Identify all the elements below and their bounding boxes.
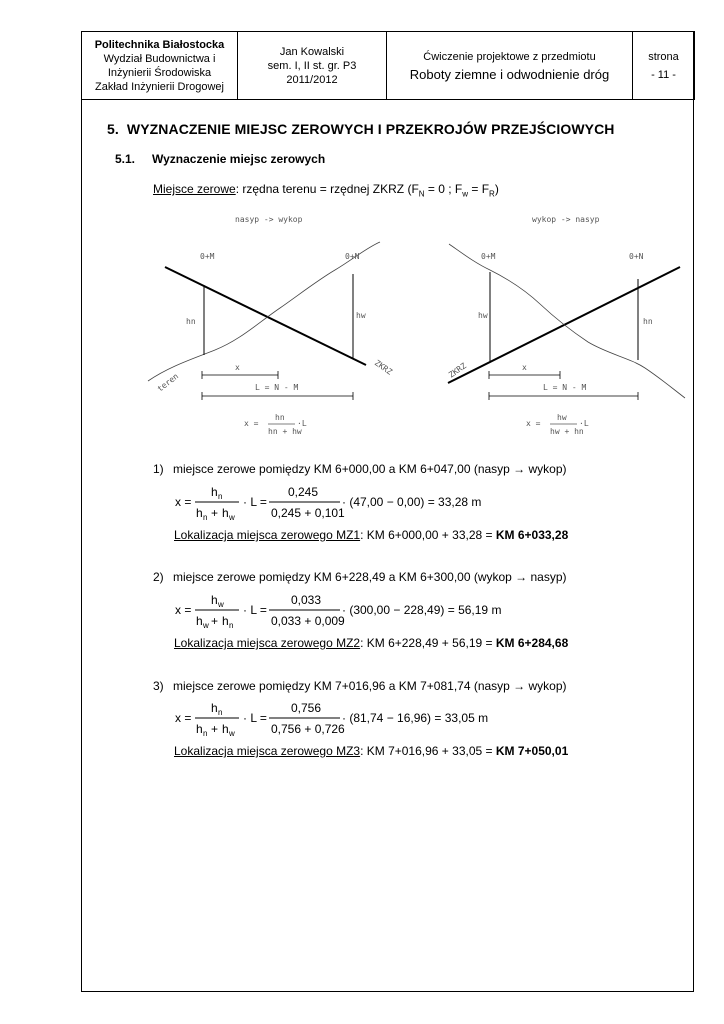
location-value: KM 6+033,28 (495, 528, 569, 542)
definition-sub-w: w (462, 189, 469, 199)
right-label-m: 0+M (481, 252, 496, 261)
formula-svg (175, 482, 505, 522)
item-text: miejsce zerowe pomiędzy KM 7+016,96 a KM 7+081,74 (nasyp → wykop) (173, 679, 567, 693)
svg-text:+: + (211, 722, 219, 736)
frac-den-a-sub: n (203, 513, 208, 522)
frac-num-sub: n (218, 708, 223, 717)
institution-cell (82, 32, 238, 100)
zero-point-diagram (140, 208, 700, 448)
left-h-left: hn (186, 317, 196, 326)
formula-L: · L = (243, 495, 267, 509)
institution-name: Politechnika Białostocka (94, 38, 225, 51)
subsection-number: 5.1. (115, 152, 136, 166)
location-label: Lokalizacja miejsca zerowego MZ3 (174, 744, 361, 758)
left-eq-rhs: ·L (297, 419, 307, 428)
section-heading (107, 121, 615, 137)
formula-svg (175, 698, 505, 738)
location-text: : KM 6+000,00 + 33,28 = (360, 528, 496, 542)
item-text: miejsce zerowe pomiędzy KM 6+000,00 a KM 6+047,00 (nasyp → wykop) (173, 462, 567, 476)
frac-den-a: h (196, 506, 203, 520)
right-h-left: hw (478, 311, 488, 320)
item-text: miejsce zerowe pomiędzy KM 6+228,49 a KM 6+300,00 (wykop → nasyp) (173, 570, 567, 584)
location-value: KM 6+284,68 (495, 636, 569, 650)
value-num: 0,033 (291, 593, 322, 607)
formula-3 (175, 698, 505, 741)
faculty-line-2: Inżynierii Środowiska (107, 66, 212, 79)
left-x-label: x (235, 363, 240, 372)
formula-svg (175, 590, 505, 630)
document-header (81, 31, 695, 100)
formula-x: x = (175, 711, 192, 725)
svg-text:+: + (211, 614, 219, 628)
frac-den-b-sub: n (229, 621, 234, 630)
author-name: Jan Kowalski (279, 45, 345, 58)
page-cell (633, 32, 695, 100)
item-number: 3) (153, 679, 164, 693)
frac-num-h: h (211, 485, 218, 499)
zero-point-definition (153, 182, 499, 198)
frac-den-b: h (222, 506, 229, 520)
definition-end: ) (494, 182, 499, 196)
frac-num-sub: n (218, 492, 223, 501)
right-eq-den: hw + hn (550, 427, 584, 436)
diagram-svg (140, 208, 700, 443)
page-number: - 11 - (651, 68, 676, 81)
formula-x: x = (175, 495, 192, 509)
left-terrain-label: teren (155, 371, 181, 394)
frac-den-b: h (222, 614, 229, 628)
student-group: sem. I, II st. gr. P3 (267, 59, 357, 72)
left-label-n: 0+N (345, 252, 360, 261)
item-number: 2) (153, 570, 164, 584)
formula-L: · L = (243, 603, 267, 617)
zkrz-line-left (165, 267, 366, 365)
right-label-n: 0+N (629, 252, 644, 261)
value-tail: · (300,00 − 228,49) = 56,19 m (342, 603, 502, 617)
frac-den-b-sub: w (229, 729, 235, 738)
location-value: KM 7+050,01 (495, 744, 569, 758)
right-eq-rhs: ·L (579, 419, 589, 428)
value-tail: · (47,00 − 0,00) = 33,28 m (342, 495, 482, 509)
formula-1 (175, 482, 505, 525)
subsection-title: Wyznaczenie miejsc zerowych (152, 152, 326, 166)
value-num: 0,756 (291, 701, 322, 715)
value-num: 0,245 (288, 485, 319, 499)
frac-den-b: h (222, 722, 229, 736)
definition-mid2: = F (468, 182, 490, 196)
value-den: 0,756 + 0,726 (271, 722, 345, 736)
right-L-label: L = N - M (543, 383, 587, 392)
definition-mid: = 0 ; F (424, 182, 463, 196)
right-title: wykop -> nasyp (532, 215, 600, 224)
right-zkrz-label: ZKRZ (446, 361, 468, 380)
frac-den-a-sub: n (203, 729, 208, 738)
definition-sub-r: R (489, 189, 495, 199)
location-result-3 (174, 744, 568, 758)
section-number: 5. (107, 121, 119, 137)
left-label-m: 0+M (200, 252, 215, 261)
frac-num-h: h (211, 593, 218, 607)
frac-num-h: h (211, 701, 218, 715)
location-text: : KM 7+016,96 + 33,05 = (360, 744, 496, 758)
section-title: WYZNACZENIE MIEJSC ZEROWYCH I PRZEKROJÓW PRZEJŚCIOWYCH (126, 121, 615, 137)
left-eq-num: hn (275, 413, 285, 422)
department-name: Zakład Inżynierii Drogowej (95, 80, 224, 93)
author-cell (238, 32, 387, 100)
left-eq-den: hn + hw (268, 427, 302, 436)
left-zkrz-label: ZKRZ (372, 358, 394, 377)
course-line-1: Ćwiczenie projektowe z przedmiotu (423, 50, 596, 63)
formula-L: · L = (243, 711, 267, 725)
faculty-line-1: Wydział Budownictwa i (103, 52, 216, 65)
academic-year: 2011/2012 (286, 73, 338, 86)
right-eq-num: hw (557, 413, 567, 422)
formula-2 (175, 590, 505, 633)
frac-den-a: h (196, 722, 203, 736)
page-label: strona (648, 50, 679, 63)
course-cell (387, 32, 633, 100)
right-h-right: hn (643, 317, 653, 326)
definition-term: Miejsce zerowe (153, 182, 236, 196)
frac-den-a-sub: w (203, 621, 209, 630)
subsection-heading (115, 152, 325, 166)
value-den: 0,033 + 0,009 (271, 614, 345, 628)
left-L-label: L = N - M (255, 383, 299, 392)
terrain-line-left (148, 242, 380, 381)
frac-den-b-sub: w (229, 513, 235, 522)
definition-sub-n: N (418, 189, 425, 199)
location-text: : KM 6+228,49 + 56,19 = (360, 636, 496, 650)
value-den: 0,245 + 0,101 (271, 506, 345, 520)
formula-x: x = (175, 603, 192, 617)
left-eq-lhs: x = (244, 419, 259, 428)
value-tail: · (81,74 − 16,96) = 33,05 m (342, 711, 489, 725)
frac-den-a: h (196, 614, 203, 628)
svg-text:+: + (211, 506, 219, 520)
definition-text: : rzędna terenu = rzędnej ZKRZ (F (235, 182, 419, 196)
location-label: Lokalizacja miejsca zerowego MZ1 (174, 528, 361, 542)
location-result-1 (174, 528, 568, 542)
left-h-right: hw (356, 311, 366, 320)
right-x-label: x (522, 363, 527, 372)
location-label: Lokalizacja miejsca zerowego MZ2 (174, 636, 361, 650)
right-eq-lhs: x = (526, 419, 541, 428)
item-number: 1) (153, 462, 164, 476)
location-result-2 (174, 636, 568, 650)
course-line-2: Roboty ziemne i odwodnienie dróg (409, 66, 610, 82)
frac-num-sub: w (218, 600, 224, 609)
left-title: nasyp -> wykop (235, 215, 303, 224)
